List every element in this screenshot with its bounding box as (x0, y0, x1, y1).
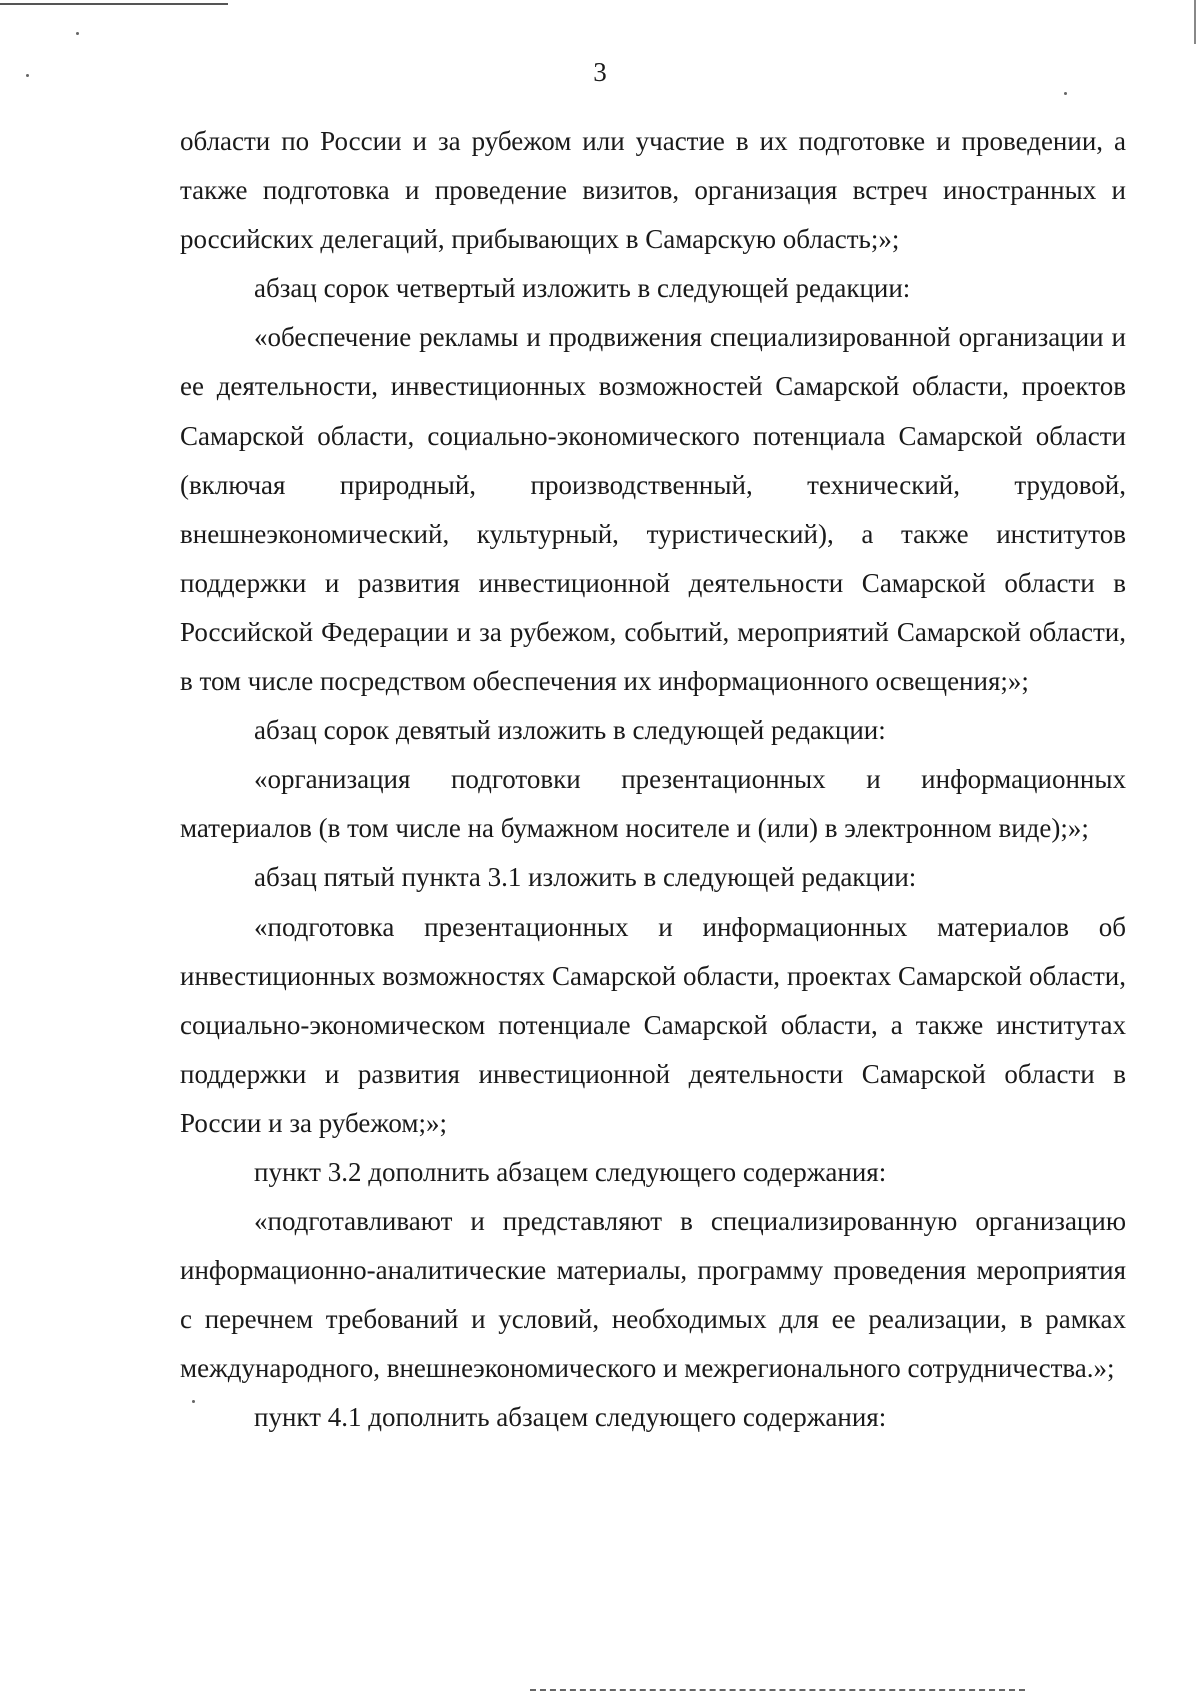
scan-edge-dashes-bottom (530, 1689, 1025, 1691)
paragraph: «организация подготовки презентационных и информационных материалов (в том числе на бумажном носителе и (или) в электронном виде);»; (180, 764, 1126, 844)
scan-speck (1064, 92, 1067, 95)
paragraph: пункт 3.2 дополнить абзацем следующего содержания: (254, 1156, 887, 1187)
paragraph: абзац пятый пункта 3.1 изложить в следующей редакции: (254, 862, 917, 893)
page-number: 3 (593, 57, 607, 87)
paragraph: абзац сорок четвертый изложить в следующей редакции: (254, 273, 911, 304)
scan-edge-line-top (0, 3, 228, 5)
paragraph: абзац сорок девятый изложить в следующей редакции: (254, 715, 886, 746)
scan-speck (76, 32, 79, 35)
paragraph: пункт 4.1 дополнить абзацем следующего содержания: (254, 1402, 887, 1433)
paragraph-continued: области по России и за рубежом или участие в их подготовке и проведении, а также подготовка и проведение визитов, организация встреч иностранных и российских делегаций, прибывающих в Самарскую область;»; (180, 126, 1126, 255)
scan-edge-line-right (1194, 0, 1196, 44)
paragraph: «обеспечение рекламы и продвижения специализированной организации и ее деятельности, инвестиционных возможностей Самарской области, проектов Самарской области, социально-экономического потенциала Самарской области (включая природный, производственный, технический, трудовой, внешнеэкономический, культурный, туристический), а также институтов поддержки и развития инвестиционной деятельности Самарской области в Российской Федерации и за рубежом, событий, мероприятий Самарской области, в том числе посредством обеспечения их информационного освещения;»; (180, 322, 1126, 697)
paragraph: «подготавливают и представляют в специализированную организацию информационно-аналитические материалы, программу проведения мероприятия с перечнем требований и условий, необходимых для ее реализации, в рамках международного, внешнеэкономического и межрегионального сотрудничества.»; (180, 1206, 1126, 1384)
document-body (180, 117, 1126, 1443)
paragraph: «подготовка презентационных и информационных материалов об инвестиционных возможностях Самарской области, проектах Самарской области, социально-экономическом потенциале Самарской области, а также институтах поддержки и развития инвестиционной деятельности Самарской области в России и за рубежом;»; (180, 911, 1126, 1138)
